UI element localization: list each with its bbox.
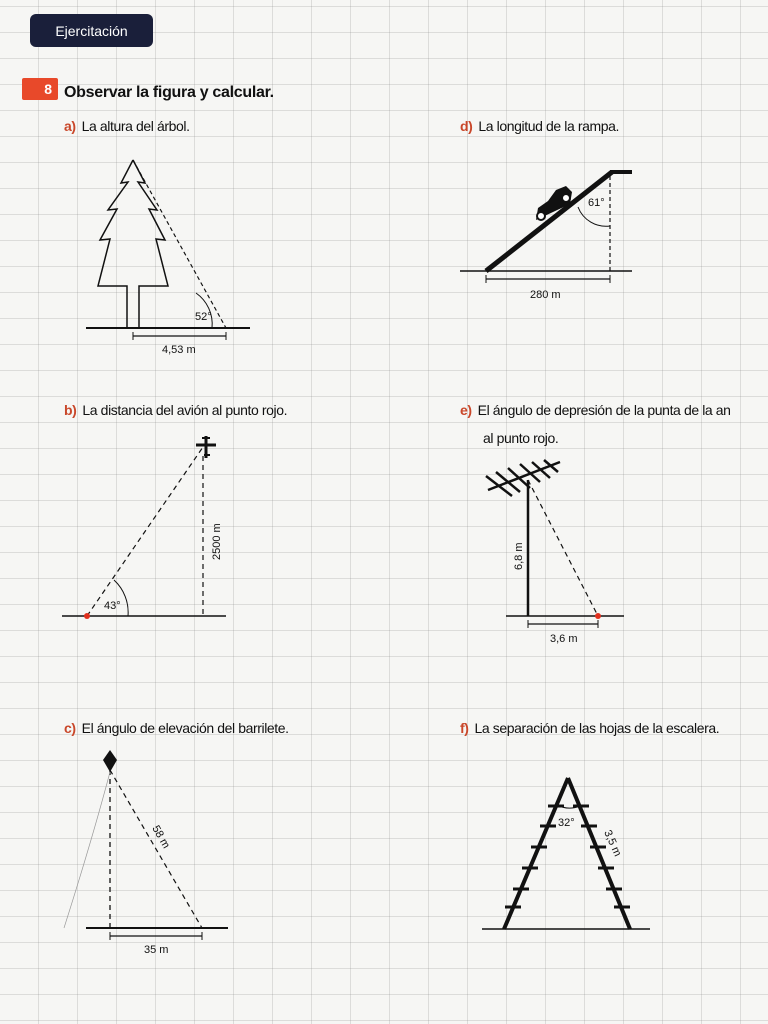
- item-e-text-line2: al punto rojo.: [483, 430, 559, 446]
- antenna-icon: [486, 460, 560, 496]
- tree-icon: [98, 160, 168, 328]
- figure-f-angle-label: 32°: [558, 817, 575, 829]
- exercise-title: Observar la figura y calcular.: [64, 84, 274, 101]
- item-c-letter: c): [64, 720, 76, 736]
- kite-tail: [64, 772, 110, 928]
- figure-d-ramp: [460, 172, 632, 283]
- figure-f-side-label: 3,5 m: [601, 828, 624, 859]
- kite-string: [110, 770, 202, 928]
- figure-c-base-label: 35 m: [144, 944, 169, 956]
- item-c-text: El ángulo de elevación del barrilete.: [81, 720, 289, 736]
- item-b-letter: b): [64, 402, 77, 418]
- figure-a-distance-label: 4,53 m: [162, 344, 196, 356]
- red-point: [84, 613, 90, 619]
- figure-c-kite: [64, 770, 228, 940]
- figure-a-tree: [86, 160, 250, 340]
- figure-e-height-label: 6,8 m: [513, 542, 525, 570]
- sight-line: [133, 160, 226, 328]
- figure-b-height-label: 2500 m: [211, 523, 223, 560]
- item-d-text: La longitud de la rampa.: [478, 118, 620, 134]
- ramp-line: [486, 172, 612, 271]
- item-a-letter: a): [64, 118, 76, 134]
- item-b-text: La distancia del avión al punto rojo.: [82, 402, 288, 418]
- figure-d-angle-label: 61°: [588, 197, 605, 209]
- item-e-letter: e): [460, 402, 472, 418]
- section-tab: Ejercitación: [30, 14, 153, 47]
- item-e-text: El ángulo de depresión de la punta de la an: [477, 402, 731, 418]
- kite-icon: [103, 750, 117, 772]
- sight-line: [87, 447, 203, 616]
- item-f-letter: f): [460, 720, 469, 736]
- figure-e-base-label: 3,6 m: [550, 633, 578, 645]
- item-d-letter: d): [460, 118, 473, 134]
- plane-icon: [196, 436, 216, 458]
- angle-arc: [578, 207, 610, 226]
- red-point: [595, 613, 601, 619]
- item-f-text: La separación de las hojas de la escalera.: [474, 720, 720, 736]
- figure-c-hyp-label: 58 m: [149, 823, 173, 851]
- figure-d-base-label: 280 m: [530, 289, 561, 301]
- item-a-text: La altura del árbol.: [81, 118, 190, 134]
- figure-a-angle-label: 52°: [195, 311, 212, 323]
- depression-line: [528, 480, 598, 616]
- exercise-number-badge: 8: [22, 78, 58, 100]
- figure-b-angle-label: 43°: [104, 600, 121, 612]
- figure-b-plane: [62, 447, 226, 616]
- figure-f-ladder: [482, 778, 650, 929]
